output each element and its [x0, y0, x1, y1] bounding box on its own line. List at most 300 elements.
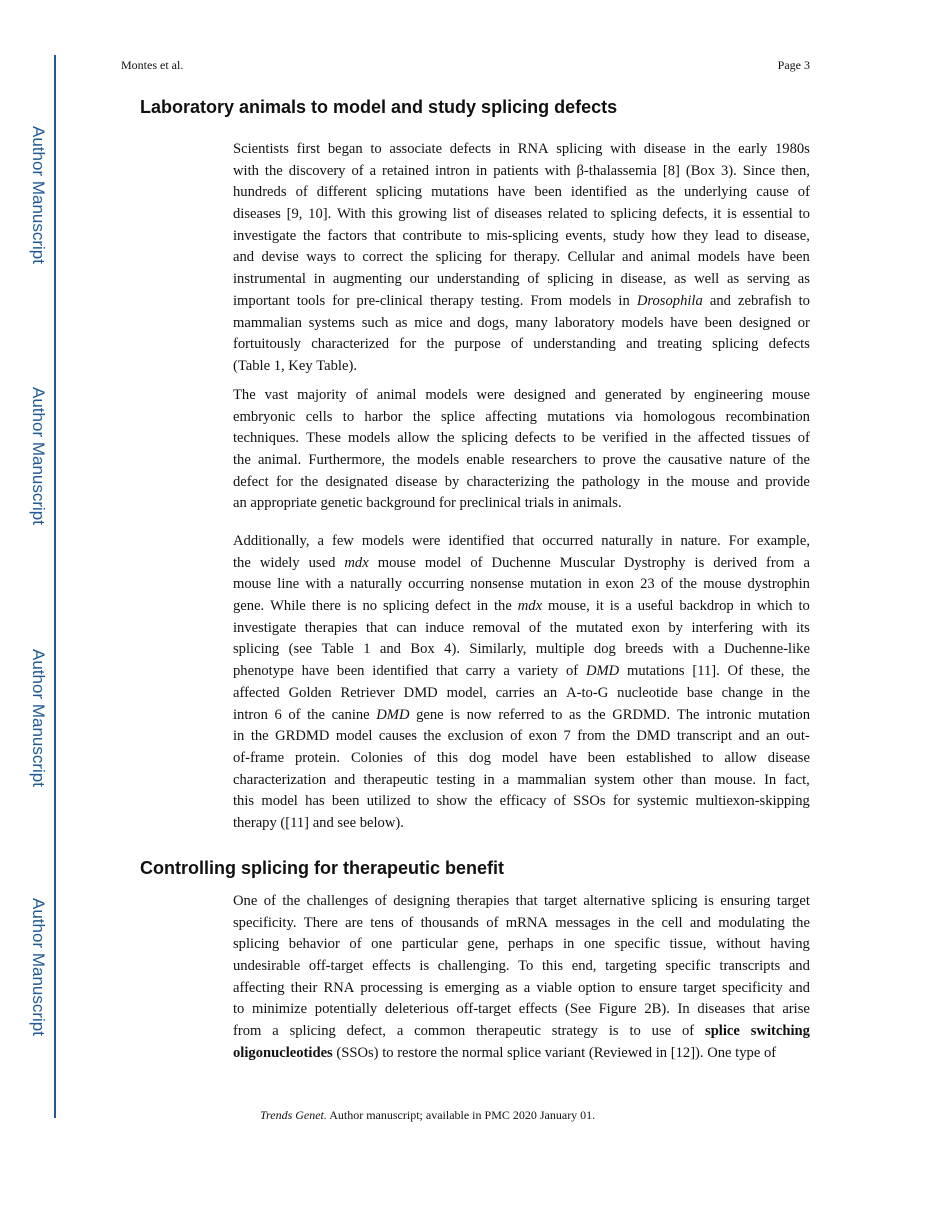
- word: as: [797, 271, 810, 288]
- text-line: [233, 472, 810, 494]
- word: systemic: [637, 793, 689, 810]
- word: identified: [570, 184, 627, 201]
- word: efficacy: [499, 793, 547, 810]
- sidebar-label: Author Manuscript: [29, 126, 48, 264]
- text-line: [233, 748, 810, 770]
- word: of: [566, 663, 579, 680]
- word: and: [738, 728, 760, 745]
- text-line: [233, 999, 810, 1021]
- text-line: [233, 407, 810, 429]
- word: prove: [602, 452, 636, 469]
- word: tens: [370, 914, 394, 931]
- section-heading: Controlling splicing for therapeutic benefit: [140, 858, 505, 878]
- word: To: [518, 958, 534, 975]
- word: models: [621, 314, 664, 331]
- word: to: [745, 227, 758, 244]
- word: and: [233, 249, 255, 266]
- word: [12]).: [670, 1044, 704, 1061]
- word: exclusion: [447, 728, 504, 745]
- word: cells: [305, 408, 333, 425]
- text-line: [233, 891, 810, 913]
- word: from: [577, 728, 606, 745]
- word: 3).: [720, 162, 737, 179]
- word: mutations: [431, 184, 489, 201]
- word: the: [250, 728, 269, 745]
- word: perhaps: [508, 936, 554, 953]
- word: for: [275, 473, 294, 490]
- sidebar-label: Author Manuscript: [29, 898, 48, 1036]
- word: the: [410, 249, 429, 266]
- word: of: [797, 430, 810, 447]
- word: referred: [498, 706, 545, 723]
- word: designed: [513, 387, 566, 403]
- word: ([11]: [280, 814, 310, 831]
- word: Retriever: [340, 684, 395, 701]
- text-line: [233, 791, 810, 813]
- text-line: [233, 291, 810, 313]
- word: associate: [389, 141, 443, 157]
- word: specific: [665, 958, 711, 975]
- word: investigate: [233, 227, 297, 244]
- word: of: [681, 1023, 695, 1040]
- paragraph: [233, 531, 810, 835]
- word: (See: [564, 1001, 591, 1018]
- word: mutations: [547, 408, 605, 425]
- word: a: [317, 533, 324, 549]
- word: affecting: [233, 979, 285, 996]
- word: mdx: [344, 554, 369, 571]
- word: of: [660, 576, 674, 593]
- text-line: [233, 204, 810, 226]
- word: treating: [657, 336, 702, 353]
- word: is: [608, 1023, 619, 1040]
- word: RNA: [323, 979, 355, 996]
- word: Drosophila: [636, 292, 703, 309]
- word: study: [612, 227, 645, 244]
- word: tissue,: [669, 936, 707, 953]
- word: mouse: [703, 576, 742, 593]
- word: model: [335, 728, 373, 745]
- word: this: [371, 206, 393, 223]
- word: variant: [544, 1044, 586, 1061]
- word: the: [436, 430, 455, 447]
- word: with: [761, 619, 788, 636]
- word: and: [574, 387, 596, 403]
- word: the: [657, 184, 675, 201]
- word: the: [556, 473, 575, 490]
- word: cell: [661, 914, 683, 931]
- word: important: [233, 292, 290, 309]
- word: models: [569, 292, 612, 309]
- word: therapies: [456, 893, 510, 909]
- word: techniques.: [233, 430, 300, 447]
- word: β-thalassemia: [576, 162, 657, 179]
- word: of: [355, 387, 368, 403]
- word: in: [601, 271, 613, 288]
- word: Dystrophy: [623, 554, 686, 571]
- word: effects: [372, 958, 411, 975]
- word: essential: [742, 206, 793, 223]
- word: first: [296, 141, 321, 157]
- word: a: [502, 771, 510, 788]
- word: nucleotide: [617, 684, 678, 701]
- word: ways: [306, 249, 337, 266]
- word: Table: [321, 641, 354, 658]
- word: transcript: [676, 728, 733, 745]
- text-line: [233, 428, 810, 450]
- word: to: [343, 249, 355, 266]
- word: appropriate: [250, 495, 317, 512]
- word: a: [523, 979, 531, 996]
- word: splicing: [289, 1023, 336, 1040]
- text-line: [233, 385, 810, 407]
- word: models: [417, 452, 460, 469]
- word: mammalian: [517, 771, 587, 788]
- word: been: [587, 749, 616, 766]
- word: of: [763, 1044, 777, 1061]
- text-line: [233, 269, 810, 291]
- word: 1: [363, 641, 371, 658]
- word: models: [347, 430, 391, 447]
- word: animal.: [257, 452, 302, 469]
- word: undesirable: [233, 958, 301, 975]
- word: augmenting: [332, 271, 402, 288]
- word: that: [435, 663, 458, 680]
- word: the: [712, 141, 731, 157]
- word: base: [686, 684, 713, 701]
- word: splicing: [233, 936, 280, 953]
- word: an: [543, 684, 558, 701]
- word: affecting: [485, 408, 537, 425]
- word: in: [618, 292, 630, 309]
- word: engineering: [694, 387, 763, 403]
- text-line: [233, 813, 810, 835]
- word: been: [331, 793, 360, 810]
- word: these,: [750, 663, 785, 680]
- word: in: [693, 141, 705, 157]
- word: mouse.: [714, 771, 756, 788]
- word: particular: [401, 936, 458, 953]
- word: is: [704, 893, 714, 909]
- word: defects: [768, 336, 810, 353]
- word: (Table: [233, 357, 271, 374]
- word: therapeutic: [363, 771, 429, 788]
- word: zebrafish: [738, 292, 792, 309]
- word: variety: [517, 663, 559, 680]
- word: dogs,: [477, 314, 509, 331]
- word: of: [288, 706, 301, 723]
- word: hundreds: [233, 184, 287, 201]
- word: now: [466, 706, 492, 723]
- word: Table).: [316, 357, 357, 374]
- word: investigate: [233, 619, 297, 636]
- word: in: [313, 271, 326, 288]
- word: majority: [297, 387, 347, 403]
- word: model: [424, 554, 462, 571]
- word: fortuitously: [233, 336, 302, 353]
- word: occurring: [408, 576, 465, 593]
- word: an: [233, 495, 247, 512]
- word: dystrophin: [747, 576, 810, 593]
- word: and: [788, 979, 810, 996]
- word: of: [510, 728, 523, 745]
- word: the: [423, 728, 442, 745]
- word: mouse: [691, 473, 730, 490]
- word: Golden: [288, 684, 332, 701]
- word: for: [438, 495, 456, 512]
- word: exon: [528, 728, 558, 745]
- word: a: [369, 162, 377, 179]
- word: the: [440, 1044, 459, 1061]
- word: then,: [781, 162, 810, 179]
- word: models: [425, 387, 468, 403]
- word: widely: [259, 554, 300, 571]
- word: diseases: [233, 206, 281, 223]
- word: they: [683, 227, 709, 244]
- word: change: [721, 684, 763, 701]
- word: provide: [765, 473, 810, 490]
- word: defects: [449, 141, 492, 157]
- word: with: [305, 576, 332, 593]
- word: the: [233, 452, 251, 469]
- word: intron: [435, 162, 470, 179]
- word: modulating: [718, 914, 785, 931]
- word: genetic: [320, 495, 363, 512]
- word: enable: [466, 452, 505, 469]
- word: exon: [605, 576, 634, 593]
- word: to: [342, 408, 355, 425]
- word: specific: [614, 936, 660, 953]
- word: the: [673, 430, 691, 447]
- word: splicing: [233, 641, 280, 658]
- word: 10].: [308, 206, 332, 223]
- word: DMD: [585, 663, 620, 680]
- word: DMD: [636, 728, 671, 745]
- word: and: [788, 958, 810, 975]
- word: the: [392, 452, 410, 469]
- word: end,: [571, 958, 597, 975]
- word: intron: [233, 706, 268, 723]
- word: breeds: [625, 641, 664, 658]
- word: early: [738, 141, 768, 157]
- word: a: [625, 598, 632, 615]
- paragraph: [233, 139, 810, 378]
- word: behavior: [288, 936, 340, 953]
- word: transcripts: [719, 958, 781, 975]
- word: characterizing: [466, 473, 550, 490]
- word: models: [361, 533, 405, 549]
- word: ensuring: [720, 893, 771, 909]
- word: useful: [637, 598, 674, 615]
- word: the: [792, 452, 810, 469]
- word: of: [401, 914, 414, 931]
- word: mouse: [771, 387, 810, 403]
- text-line: [233, 139, 810, 161]
- word: 1,: [273, 357, 285, 374]
- word: allow: [724, 749, 757, 766]
- word: tools: [296, 292, 326, 309]
- text-line: [233, 683, 810, 705]
- word: designing: [393, 893, 451, 909]
- word: show: [436, 793, 468, 810]
- word: The: [233, 387, 256, 403]
- word: the: [636, 914, 655, 931]
- word: with: [672, 641, 699, 658]
- word: such: [361, 314, 389, 331]
- word: RNA: [517, 141, 549, 157]
- word: and: [626, 336, 648, 353]
- word: that: [515, 893, 538, 909]
- word: retained: [382, 162, 430, 179]
- word: is: [450, 706, 460, 723]
- word: been: [534, 184, 562, 201]
- word: DMD: [376, 706, 410, 723]
- word: defect,: [346, 1023, 386, 1040]
- word: embryonic: [233, 408, 296, 425]
- text-line: [233, 596, 810, 618]
- word: a: [396, 1023, 404, 1040]
- word: (Box: [685, 162, 716, 179]
- word: to: [563, 430, 575, 447]
- word: challenges: [306, 893, 369, 909]
- word: events,: [565, 227, 607, 244]
- word: the: [264, 162, 283, 179]
- word: viable: [536, 979, 572, 996]
- word: mutation: [529, 576, 582, 593]
- text-line: [233, 639, 810, 661]
- word: a: [503, 663, 510, 680]
- text-line: [233, 450, 810, 472]
- word: common: [414, 1023, 466, 1040]
- word: defects: [514, 430, 557, 447]
- word: naturally: [601, 533, 654, 549]
- word: lead: [714, 227, 740, 244]
- word: contribute: [402, 227, 462, 244]
- word: were: [476, 387, 505, 403]
- word: were: [412, 533, 441, 549]
- word: the: [792, 914, 810, 931]
- word: recombination: [725, 408, 810, 425]
- word: in: [483, 771, 495, 788]
- word: via: [615, 408, 633, 425]
- word: carries: [495, 684, 535, 701]
- word: There: [303, 914, 338, 931]
- word: there: [311, 598, 341, 615]
- word: splicing: [712, 336, 759, 353]
- word: option: [578, 979, 616, 996]
- word: the: [612, 728, 630, 745]
- word: have: [670, 314, 698, 331]
- word: use: [651, 1023, 672, 1040]
- word: this: [436, 749, 459, 766]
- word: splicing: [435, 249, 482, 266]
- word: is: [428, 979, 439, 996]
- word: used: [308, 554, 336, 571]
- word: In: [764, 771, 777, 788]
- word: the: [679, 576, 698, 593]
- word: for: [489, 249, 507, 266]
- word: the: [587, 706, 606, 723]
- word: by: [444, 473, 460, 490]
- word: few: [331, 533, 354, 549]
- word: mice: [414, 314, 443, 331]
- word: exon: [631, 619, 660, 636]
- word: established: [626, 749, 692, 766]
- word: a: [708, 641, 715, 658]
- text-line: [233, 726, 810, 748]
- word: the: [549, 619, 568, 636]
- word: models: [697, 249, 740, 266]
- word: to: [382, 1044, 394, 1061]
- word: and: [622, 249, 644, 266]
- word: specificity: [722, 979, 783, 996]
- word: without: [715, 936, 761, 953]
- word: is: [727, 206, 737, 223]
- word: of: [486, 914, 499, 931]
- word: pathology: [581, 473, 641, 490]
- word: to: [798, 598, 810, 615]
- word: causes: [378, 728, 417, 745]
- word: mutation: [758, 706, 810, 723]
- word: out-: [786, 728, 810, 745]
- word: effects: [518, 1001, 558, 1018]
- word: that: [752, 1001, 775, 1018]
- word: multiple: [535, 641, 585, 658]
- word: of-frame: [233, 749, 285, 766]
- word: removal: [472, 619, 521, 636]
- word: intronic: [706, 706, 752, 723]
- word: gene: [416, 706, 444, 723]
- word: as: [569, 706, 582, 723]
- word: patients: [493, 162, 539, 179]
- word: in: [647, 473, 659, 490]
- text-line: [233, 1043, 810, 1065]
- word: and: [379, 641, 401, 658]
- text-line: [233, 574, 810, 596]
- word: one: [583, 936, 605, 953]
- word: affected: [698, 430, 745, 447]
- word: are: [345, 914, 363, 931]
- word: and: [312, 814, 334, 831]
- word: disease,: [764, 227, 810, 244]
- word: of: [528, 619, 542, 636]
- word: nature.: [680, 533, 721, 549]
- word: splicing: [382, 598, 430, 615]
- word: mutations: [626, 663, 685, 680]
- word: strategy: [551, 1023, 598, 1040]
- text-line: [233, 661, 810, 683]
- word: off-target: [456, 1001, 512, 1018]
- word: of: [772, 452, 786, 469]
- word: Scientists: [233, 141, 289, 157]
- word: mouse: [377, 554, 416, 571]
- text-line: [233, 226, 810, 248]
- word: been: [336, 663, 365, 680]
- word: target: [543, 893, 577, 909]
- word: defect: [233, 473, 269, 490]
- word: DMD: [403, 684, 438, 701]
- text-line: [233, 313, 810, 335]
- word: preclinical: [459, 495, 522, 512]
- word: one: [371, 936, 393, 953]
- word: the: [426, 336, 445, 353]
- word: Colonies: [350, 749, 403, 766]
- word: the: [282, 893, 301, 909]
- word: to: [370, 141, 382, 157]
- word: Figure: [598, 1001, 637, 1018]
- word: therapy: [233, 814, 277, 831]
- word: the: [302, 227, 321, 244]
